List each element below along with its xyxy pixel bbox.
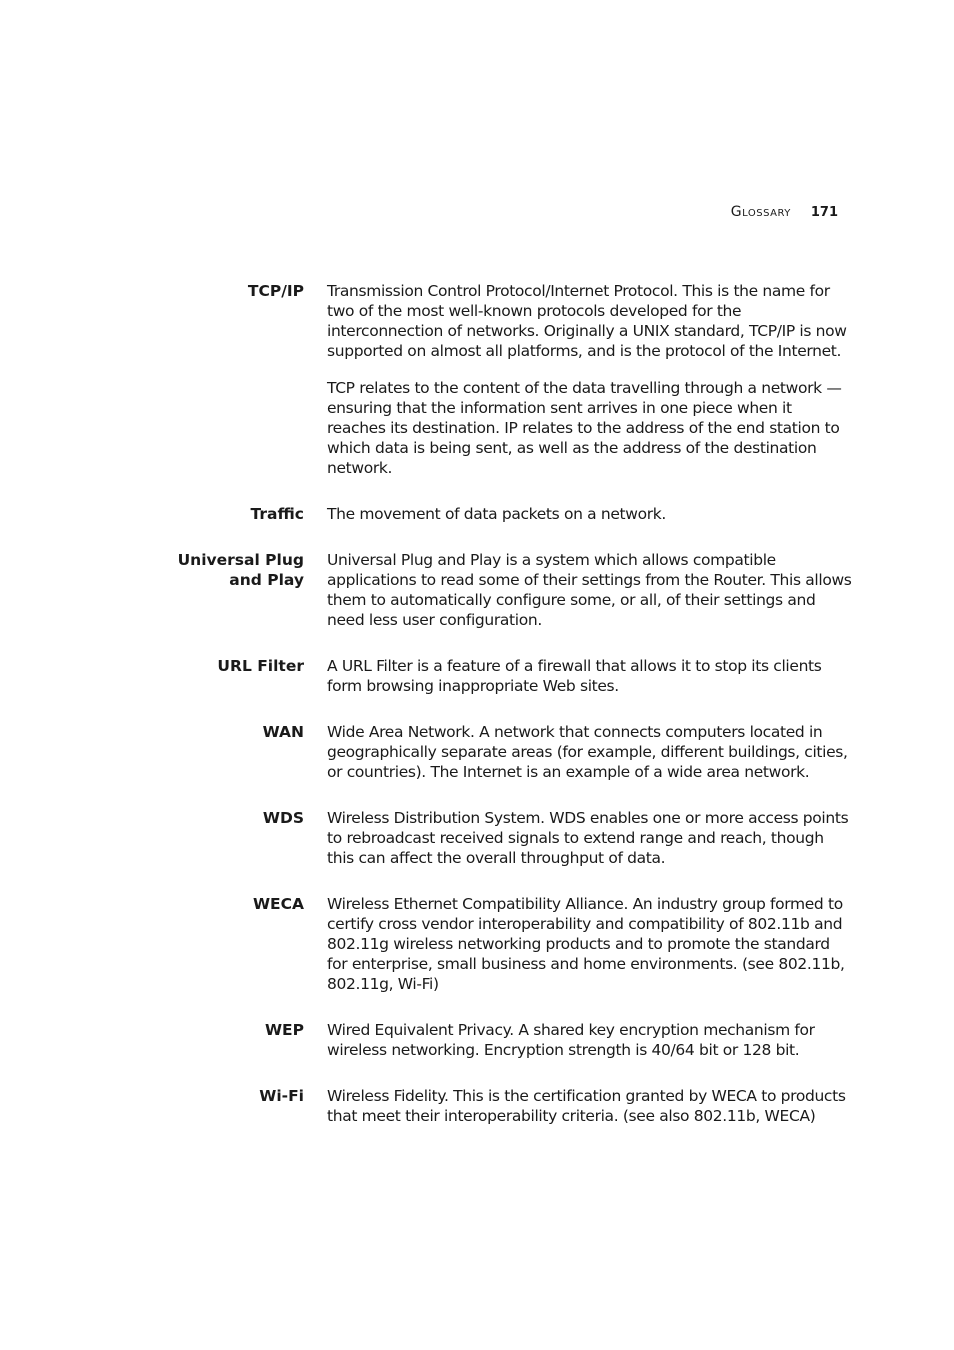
glossary-entry-weca	[0, 894, 954, 994]
glossary-term: WAN	[262, 723, 304, 741]
definition-paragraph: A URL Filter is a feature of a firewall that allows it to stop its clients form browsing inappropriate Web sites.	[327, 657, 822, 695]
glossary-definition	[327, 808, 852, 868]
glossary-term: Wi-Fi	[259, 1087, 304, 1105]
definition-paragraph: TCP relates to the content of the data travelling through a network — ensuring that the information sent arrives in one piece when it reaches its destination. IP relates to the address of the end station to which data is being sent, as well as the address of the destination network.	[327, 379, 842, 477]
glossary-term: URL Filter	[217, 657, 304, 675]
glossary-entry-wds	[0, 808, 954, 868]
glossary-definition	[327, 894, 852, 994]
section-name: Glossary	[730, 204, 791, 220]
glossary-entry-url-filter	[0, 656, 954, 696]
definition-paragraph: Wireless Fidelity. This is the certification granted by WECA to products that meet their interoperability criteria. (see also 802.11b, WECA)	[327, 1087, 846, 1125]
glossary-entry-wep	[0, 1020, 954, 1060]
glossary-list	[0, 281, 954, 1152]
glossary-entry-traffic	[0, 504, 954, 524]
glossary-definition	[327, 722, 852, 782]
glossary-term: Universal Plug and Play	[177, 551, 304, 589]
glossary-definition	[327, 550, 852, 630]
glossary-definition	[327, 281, 852, 478]
glossary-entry-tcp-ip	[0, 281, 954, 478]
glossary-definition	[327, 1020, 852, 1060]
page-header	[731, 204, 838, 220]
glossary-term: WDS	[262, 809, 304, 827]
glossary-definition	[327, 656, 852, 696]
definition-paragraph: Wired Equivalent Privacy. A shared key encryption mechanism for wireless networking. Encryption strength is 40/64 bit or 128 bit.	[327, 1021, 815, 1059]
glossary-entry-wan	[0, 722, 954, 782]
glossary-term: WEP	[264, 1021, 304, 1039]
glossary-definition	[327, 504, 852, 524]
definition-paragraph: Wireless Ethernet Compatibility Alliance. An industry group formed to certify cross vendor interoperability and compatibility of 802.11b and 802.11g wireless networking products and to promote the standard for enterprise, small business and home environments. (see 802.11b, 802.11g, Wi-Fi)	[327, 895, 845, 993]
glossary-entry-wi-fi	[0, 1086, 954, 1126]
definition-paragraph: The movement of data packets on a network.	[327, 505, 666, 523]
glossary-term: TCP/IP	[247, 282, 304, 300]
glossary-entry-upnp	[0, 550, 954, 630]
glossary-term: Traffic	[250, 505, 304, 523]
glossary-term: WECA	[252, 895, 304, 913]
definition-paragraph: Wide Area Network. A network that connects computers located in geographically separate areas (for example, different buildings, cities, or countries). The Internet is an example of a wide area network.	[327, 723, 848, 781]
glossary-definition	[327, 1086, 852, 1126]
definition-paragraph: Transmission Control Protocol/Internet Protocol. This is the name for two of the most well-known protocols developed for the interconnection of networks. Originally a UNIX standard, TCP/IP is now supported on almost all platforms, and is the protocol of the Internet.	[327, 282, 847, 360]
definition-paragraph: Universal Plug and Play is a system which allows compatible applications to read some of their settings from the Router. This allows them to automatically configure some, or all, of their settings and need less user configuration.	[327, 551, 852, 629]
page-number: 171	[810, 205, 838, 220]
definition-paragraph: Wireless Distribution System. WDS enables one or more access points to rebroadcast received signals to extend range and reach, though this can affect the overall throughput of data.	[327, 809, 849, 867]
